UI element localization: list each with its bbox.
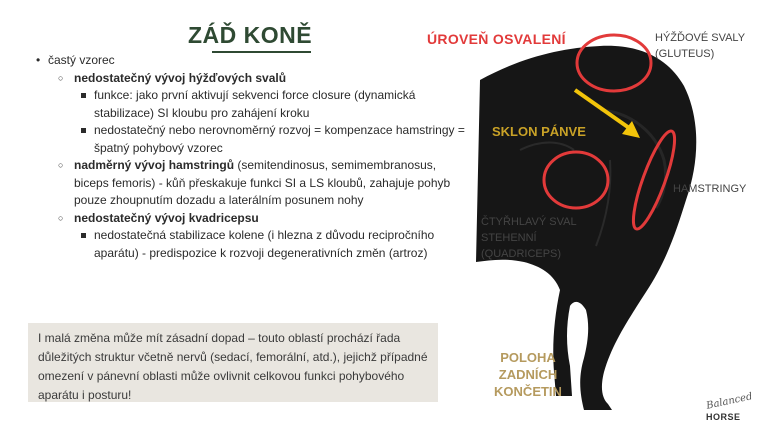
list-item: funkce: jako první aktivují sekvenci force closure (dynamická stabilizace) SI kloubu pro zahájení kroku: [74, 87, 470, 122]
list-item: nedostatečný nebo nerovnoměrný rozvoj = kompenzace hamstringy = špatný pohybový vzorec: [74, 122, 470, 157]
note-box: I malá změna může mít zásadní dopad – touto oblastí prochází řada důležitých struktur včetně nervů (sedací, femorální, atd.), jejichž případné omezení v pánevní oblasti může ovlivnit celkovou funkci pohybového aparátu i posturu!: [28, 323, 438, 402]
hamstrings-heading: nadměrný vývoj hamstringů: [74, 158, 235, 172]
gluteus-heading: nedostatečný vývoj hýžďových svalů: [74, 70, 287, 85]
quadriceps-heading: nedostatečný vývoj kvadricepsu: [74, 210, 259, 225]
balanced-horse-logo: [700, 391, 760, 428]
gluteus-label: HÝŽĎOVÉ SVALY (GLUTEUS): [655, 32, 745, 60]
muscle-level-label: ÚROVEŇ OSVALENÍ: [427, 31, 566, 47]
logo-word-text: HORSE: [706, 412, 741, 422]
hind-legs-position-label: POLOHA ZADNÍCH KONČETIN: [494, 350, 562, 399]
hamstrings-label: HAMSTRINGY: [673, 183, 747, 195]
list-item: nedostatečná stabilizace kolene (i hlezna z důvodu recipročního aparátu) - predispozice k rozvoji degenerativních změn (artroz): [74, 227, 470, 262]
list-item-label: častý vzorec: [48, 53, 115, 67]
hamstrings-text: (semitendinosus, semimembranosus, biceps femoris) - kůň přeskakuje funkci SI a LS kloubů, zahajuje pohyb pouze zhoupnutím dozadu a laterálním posunem nohy: [74, 158, 451, 207]
quadriceps-label: ČTYŘHLAVÝ SVAL STEHENNÍ (QUADRICEPS): [481, 216, 577, 260]
page-title: ZÁĎ KONĚ: [187, 22, 313, 48]
logo-script-text: Balanced: [705, 391, 754, 412]
pelvis-slope-label: SKLON PÁNVE: [492, 124, 586, 139]
